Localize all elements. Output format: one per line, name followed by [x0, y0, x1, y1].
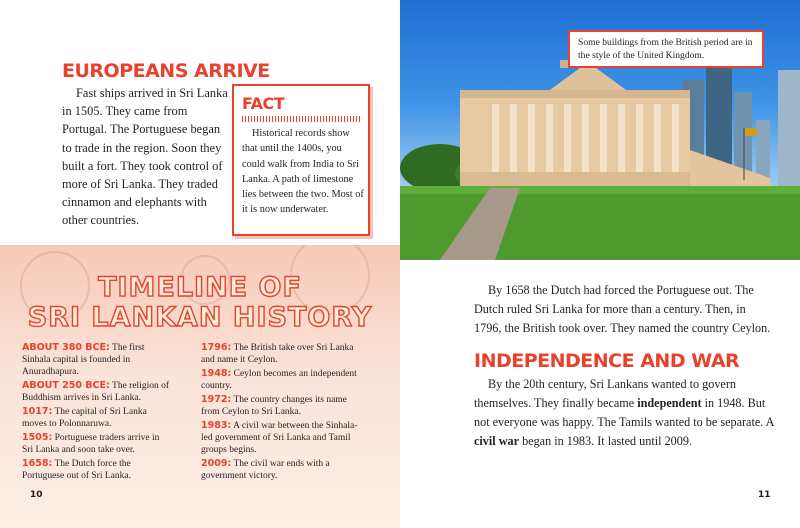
- timeline-date: 1658:: [22, 458, 53, 469]
- timeline-text: The country changes its name from Ceylon to Sri Lanka.: [201, 395, 347, 417]
- timeline-date: 1505:: [22, 432, 53, 443]
- timeline-entry: [201, 342, 366, 366]
- timeline-date: 1948:: [201, 368, 232, 379]
- timeline-date: ABOUT 380 BCE:: [22, 342, 110, 353]
- timeline-text: The civil war ends with a government victory.: [201, 459, 330, 481]
- timeline-text: Ceylon becomes an independent country.: [201, 369, 357, 391]
- independence-paragraph: [474, 375, 774, 452]
- timeline-title: [0, 273, 400, 333]
- fact-body: Historical records show that until the 1400s, you could walk from India to Sri Lanka. A path of limestone lies between the two. Most of it is now underwater.: [242, 128, 364, 216]
- page-number-left: 10: [30, 490, 43, 500]
- timeline-entry: [22, 406, 172, 430]
- photo-caption: Some buildings from the British period are in the style of the United Kingdom.: [568, 30, 764, 68]
- para-text: in 1948. But not everyone was happy. The Tamils wanted to be separate. A: [474, 395, 774, 430]
- fact-stripe-divider: [242, 116, 362, 122]
- timeline-entry: [22, 458, 172, 482]
- right-page-text: [474, 281, 774, 451]
- timeline-text: The Dutch force the Portuguese out of Sri Lanka.: [22, 459, 131, 481]
- timeline-entry: [201, 394, 366, 418]
- glossary-term-civil-war: civil war: [474, 434, 520, 449]
- timeline-date: 1972:: [201, 394, 232, 405]
- timeline-title-line2: SRI LANKAN HISTORY: [27, 302, 373, 333]
- timeline-left-column: [22, 342, 172, 484]
- timeline-date: 1983:: [201, 420, 232, 431]
- timeline-title-line1: TIMELINE OF: [98, 272, 302, 303]
- para-text: began in 1983. It lasted until 2009.: [519, 434, 692, 449]
- timeline-date: 2009:: [201, 458, 232, 469]
- timeline-entry: [22, 342, 172, 378]
- timeline-text: The religion of Buddhism arrives in Sri Lanka.: [22, 381, 170, 403]
- timeline-right-column: [201, 342, 366, 484]
- dutch-british-paragraph: By 1658 the Dutch had forced the Portuguese out. The Dutch ruled Sri Lanka for more than a century. Then, in 1796, the British took over. They named the country Ceylon.: [474, 283, 771, 336]
- timeline-text: The first Sinhala capital is founded in Anuradhapura.: [22, 343, 145, 377]
- timeline-entry: [201, 458, 366, 482]
- timeline-entry: [201, 420, 366, 456]
- europeans-arrive-heading: EUROPEANS ARRIVE: [62, 60, 270, 82]
- timeline-panel: [0, 245, 400, 528]
- glossary-term-independent: independent: [637, 395, 702, 410]
- timeline-entry: [22, 432, 172, 456]
- timeline-text: The British take over Sri Lanka and name it Ceylon.: [201, 343, 354, 365]
- page-number-right: 11: [758, 490, 771, 500]
- independence-and-war-heading: INDEPENDENCE AND WAR: [474, 349, 740, 372]
- timeline-text: The capital of Sri Lanka moves to Polonnaruwa.: [22, 407, 147, 429]
- timeline-date: 1017:: [22, 406, 53, 417]
- timeline-date: ABOUT 250 BCE:: [22, 380, 110, 391]
- timeline-date: 1796:: [201, 342, 232, 353]
- timeline-entry: [22, 380, 172, 404]
- fact-heading: FACT: [242, 94, 285, 113]
- timeline-text: A civil war between the Sinhala-led government of Sri Lanka and Tamil groups begins.: [201, 421, 358, 455]
- para-text: By the 20th century, Sri Lankans wanted to govern themselves. They finally became: [474, 376, 736, 410]
- europeans-arrive-body: Fast ships arrived in Sri Lanka in 1505. They came from Portugal. The Portuguese began to trade in the region. Soon they built a fort. They took control of more of Sri Lanka. They traded cinnamon and elephants with other countries.: [62, 86, 228, 228]
- fact-box: [232, 84, 370, 236]
- timeline-entry: [201, 368, 366, 392]
- timeline-text: Portuguese traders arrive in Sri Lanka and soon take over.: [22, 433, 160, 455]
